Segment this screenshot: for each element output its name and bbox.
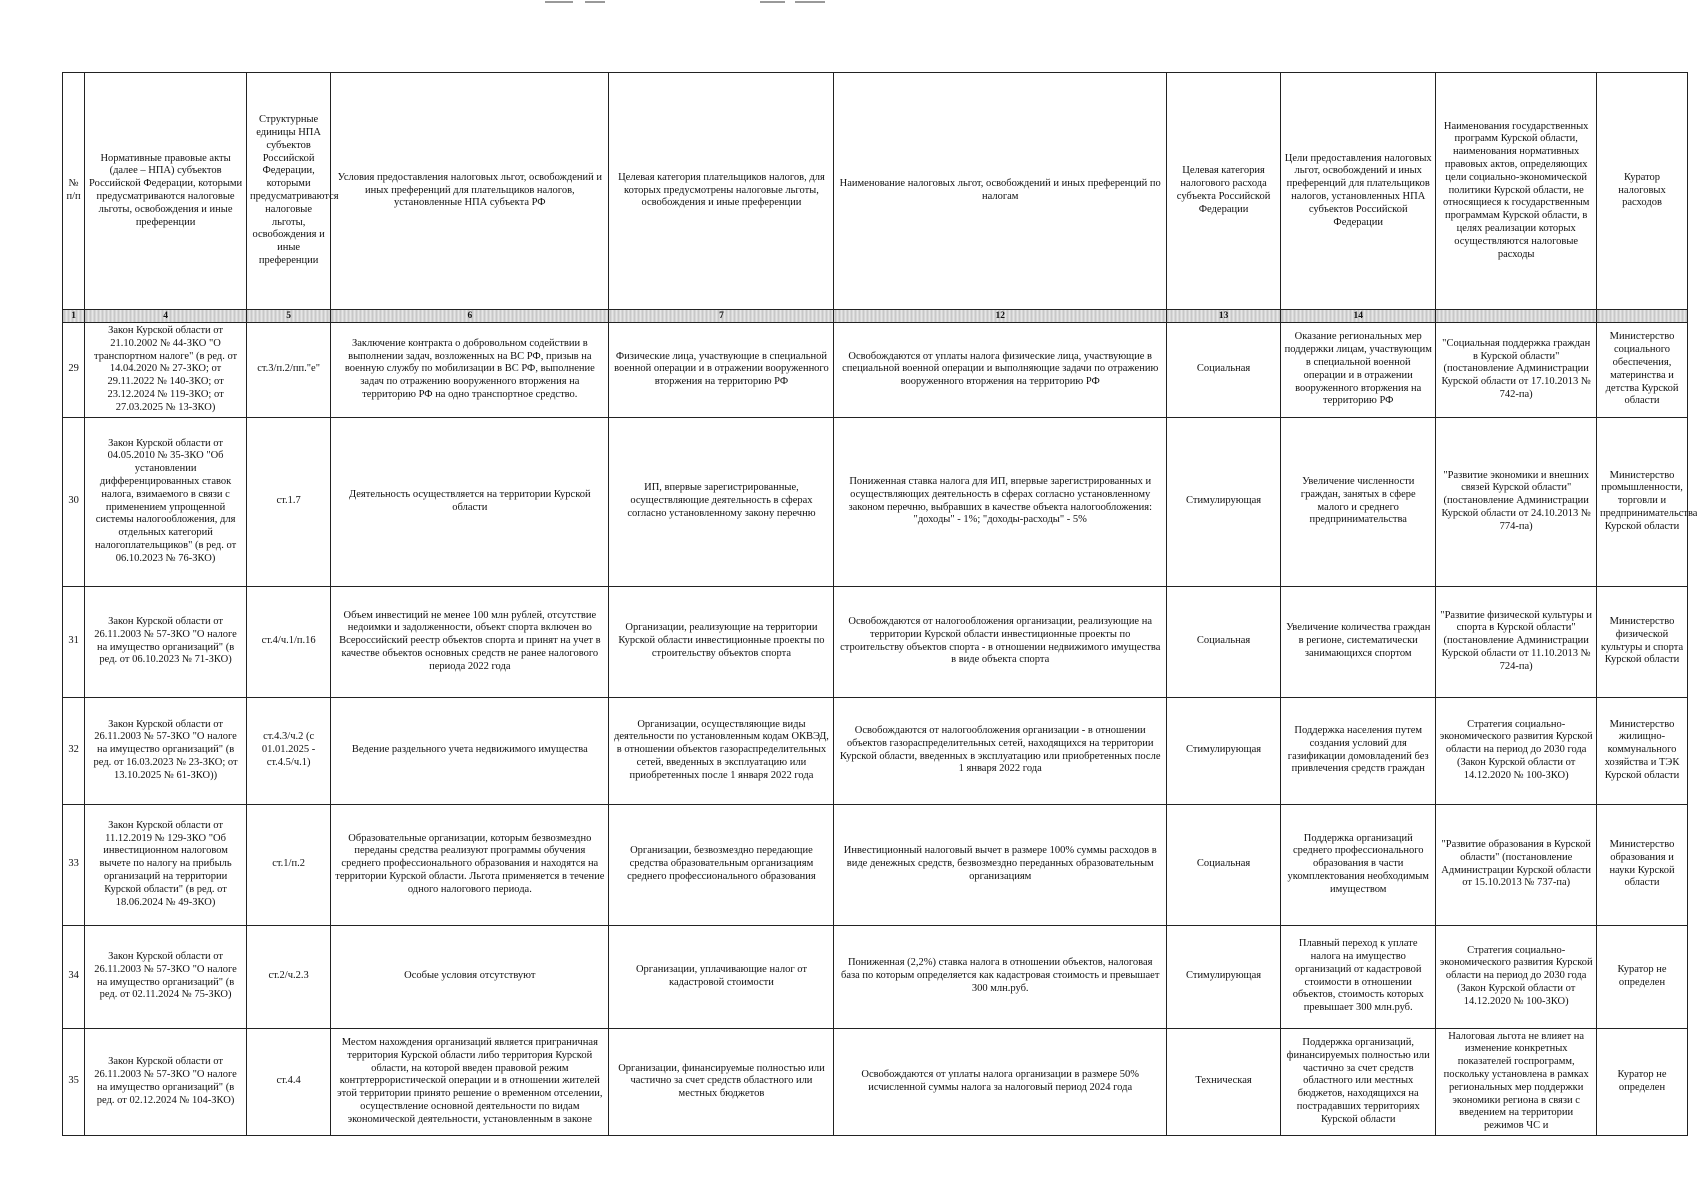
column-number: 5 [246, 310, 330, 323]
goals-cell: Поддержка организаций, финансируемых полностью или частично за счет средств областного или местных бюджетов, находящихся на пострадавших территориях Курской области [1281, 1028, 1436, 1135]
npa-cell: Закон Курской области от 21.10.2002 № 44-ЗКО "О транспортном налоге" (в ред. от 14.04.2020 № 27-ЗКО; от 29.11.2022 № 140-ЗКО; от 23.12.2024 № 119-ЗКО; от 27.03.2025 № 13-ЗКО) [85, 323, 247, 418]
programs-cell: "Развитие образования в Курской области" (постановление Администрации Курской области от 15.10.2013 № 737-па) [1436, 804, 1597, 925]
target-category-cell: Стимулирующая [1166, 697, 1280, 804]
conditions-cell: Образовательные организации, которым безвозмездно переданы средства реализуют программы обучения среднего профессионального образования и находятся на территории Курской области. Льгота применяется в течение одного налогового периода. [331, 804, 609, 925]
table-row [63, 1028, 1688, 1135]
goals-cell: Увеличение численности граждан, занятых в сфере малого и среднего предпринимательства [1281, 417, 1436, 586]
header-structural-units: Структурные единицы НПА субъектов Российской Федерации, которыми предусматриваются налоговые льготы, освобождения и иные преференции [246, 73, 330, 310]
benefit-name-cell: Освобождаются от налогообложения организации, реализующие на территории Курской области инвестиционные проекты по строительству объектов спорта - в отношении недвижимого имущества в виде объекта спорта [834, 586, 1167, 697]
programs-cell: Стратегия социально-экономического развития Курской области на период до 2030 года (Закон Курской области от 14.12.2020 № 100-ЗКО) [1436, 697, 1597, 804]
structural-unit-cell: ст.2/ч.2.3 [246, 925, 330, 1028]
table-row [63, 323, 1688, 418]
curator-cell: Куратор не определен [1597, 925, 1688, 1028]
structural-unit-cell: ст.4/ч.1/п.16 [246, 586, 330, 697]
structural-unit-cell: ст.3/п.2/пп."е" [246, 323, 330, 418]
header-programs: Наименования государственных программ Курской области, наименования нормативных правовых актов, определяющих цели социально-экономической политики Курской области, не относящиеся к государственным программам Курской области, в целях реализации которых осуществляются налоговые расходы [1436, 73, 1597, 310]
programs-cell: "Развитие экономики и внешних связей Курской области" (постановление Администрации Курской области от 24.10.2013 № 774-па) [1436, 417, 1597, 586]
conditions-cell: Ведение раздельного учета недвижимого имущества [331, 697, 609, 804]
programs-cell: Стратегия социально-экономического развития Курской области на период до 2030 года (Закон Курской области от 14.12.2020 № 100-ЗКО) [1436, 925, 1597, 1028]
row-number: 32 [63, 697, 85, 804]
structural-unit-cell: ст.1/п.2 [246, 804, 330, 925]
benefit-name-cell: Пониженная ставка налога для ИП, впервые зарегистрированных и осуществляющих деятельность в сферах согласно установленному законом перечню, выбравших в качестве объекта налогообложения: "доходы" - 1%; "доходы-расходы" - 5% [834, 417, 1167, 586]
npa-cell: Закон Курской области от 26.11.2003 № 57-ЗКО "О налоге на имущество организаций" (в ред. от 16.03.2023 № 23-ЗКО; от 13.10.2025 № 61-ЗКО)) [85, 697, 247, 804]
npa-cell: Закон Курской области от 04.05.2010 № 35-ЗКО "Об установлении дифференцированных ставок налога, взимаемого в связи с применением упрощенной системы налогообложения, для отдельных категорий налогоплательщиков" (в ред. от 06.10.2023 № 76-ЗКО) [85, 417, 247, 586]
column-number: 6 [331, 310, 609, 323]
structural-unit-cell: ст.4.4 [246, 1028, 330, 1135]
table-row [63, 804, 1688, 925]
header-benefit-name: Наименование налоговых льгот, освобождений и иных преференций по налогам [834, 73, 1167, 310]
programs-cell: Налоговая льгота не влияет на изменение конкретных показателей госпрограмм, поскольку установлена в рамках региональных мер поддержки экономики региона в связи с введением на территории режимов ЧС и [1436, 1028, 1597, 1135]
npa-cell: Закон Курской области от 26.11.2003 № 57-ЗКО "О налоге на имущество организаций" (в ред. от 06.10.2023 № 71-ЗКО) [85, 586, 247, 697]
target-payers-cell: Организации, безвозмездно передающие средства образовательным организациям среднего профессионального образования [609, 804, 834, 925]
row-number: 34 [63, 925, 85, 1028]
column-number [1597, 310, 1688, 323]
goals-cell: Поддержка населения путем создания условий для газификации домовладений без привлечения средств граждан [1281, 697, 1436, 804]
target-payers-cell: Физические лица, участвующие в специальной военной операции и в отражении вооруженного вторжения на территорию РФ [609, 323, 834, 418]
row-number: 35 [63, 1028, 85, 1135]
curator-cell: Министерство образования и науки Курской области [1597, 804, 1688, 925]
target-category-cell: Техническая [1166, 1028, 1280, 1135]
target-category-cell: Социальная [1166, 586, 1280, 697]
column-number: 14 [1281, 310, 1436, 323]
curator-cell: Министерство физической культуры и спорта Курской области [1597, 586, 1688, 697]
header-npa: Нормативные правовые акты (далее – НПА) субъектов Российской Федерации, которыми предусматриваются налоговые льготы, освобождения и иные преференции [85, 73, 247, 310]
row-number: 29 [63, 323, 85, 418]
target-payers-cell: Организации, уплачивающие налог от кадастровой стоимости [609, 925, 834, 1028]
curator-cell: Министерство жилищно-коммунального хозяйства и ТЭК Курской области [1597, 697, 1688, 804]
target-category-cell: Социальная [1166, 804, 1280, 925]
conditions-cell: Деятельность осуществляется на территории Курской области [331, 417, 609, 586]
npa-cell: Закон Курской области от 11.12.2019 № 129-ЗКО "Об инвестиционном налоговом вычете по налогу на прибыль организаций на территории Курской области" (в ред. от 18.06.2024 № 49-ЗКО) [85, 804, 247, 925]
header-goals: Цели предоставления налоговых льгот, освобождений и иных преференций для плательщиков налогов, установленных НПА субъектов Российской Федерации [1281, 73, 1436, 310]
target-payers-cell: Организации, осуществляющие виды деятельности по установленным кодам ОКВЭД, в отношении объектов газораспределительных сетей, введенных в эксплуатацию или приобретенных после 1 января 2022 года [609, 697, 834, 804]
target-payers-cell: ИП, впервые зарегистрированные, осуществляющие деятельность в сферах согласно установленному закону перечню [609, 417, 834, 586]
conditions-cell: Особые условия отсутствуют [331, 925, 609, 1028]
column-number-row [63, 310, 1688, 323]
npa-cell: Закон Курской области от 26.11.2003 № 57-ЗКО "О налоге на имущество организаций" (в ред. от 02.11.2024 № 75-ЗКО) [85, 925, 247, 1028]
header-row [63, 73, 1688, 310]
column-number: 13 [1166, 310, 1280, 323]
header-curator: Куратор налоговых расходов [1597, 73, 1688, 310]
curator-cell: Куратор не определен [1597, 1028, 1688, 1135]
header-target-payers: Целевая категория плательщиков налогов, для которых предусмотрены налоговые льготы, освобождения и иные преференции [609, 73, 834, 310]
column-number [1436, 310, 1597, 323]
conditions-cell: Заключение контракта о добровольном содействии в выполнении задач, возложенных на ВС РФ, призыв на военную службу по мобилизации в ВС РФ, выполнение задач по отражению вооруженного вторжения на территорию РФ на одно транспортное средство. [331, 323, 609, 418]
row-number: 30 [63, 417, 85, 586]
table-row [63, 586, 1688, 697]
conditions-cell: Местом нахождения организаций является приграничная территория Курской области либо территория Курской области, на которой введен правовой режим контртеррористической операции и в отношении жителей этой территории принято решение о временном отселении, осуществление основной деятельности по видам экономической деятельности, установленным в законе [331, 1028, 609, 1135]
row-number: 33 [63, 804, 85, 925]
column-number: 7 [609, 310, 834, 323]
target-category-cell: Стимулирующая [1166, 417, 1280, 586]
table-row [63, 925, 1688, 1028]
table-row [63, 417, 1688, 586]
programs-cell: "Развитие физической культуры и спорта в Курской области" (постановление Администрации Курской области от 11.10.2013 № 724-па) [1436, 586, 1597, 697]
npa-cell: Закон Курской области от 26.11.2003 № 57-ЗКО "О налоге на имущество организаций" (в ред. от 02.12.2024 № 104-ЗКО) [85, 1028, 247, 1135]
target-payers-cell: Организации, финансируемые полностью или частично за счет средств областного или местных бюджетов [609, 1028, 834, 1135]
benefit-name-cell: Освобождаются от уплаты налога физические лица, участвующие в специальной военной операции и выполняющие задачи по отражению вооруженного вторжения на территорию РФ [834, 323, 1167, 418]
benefit-name-cell: Освобождаются от уплаты налога организации в размере 50% исчисленной суммы налога за налоговый период 2024 года [834, 1028, 1167, 1135]
row-number: 31 [63, 586, 85, 697]
goals-cell: Плавный переход к уплате налога на имущество организаций от кадастровой стоимости в отношении объектов, стоимость которых превышает 300 млн.руб. [1281, 925, 1436, 1028]
target-category-cell: Социальная [1166, 323, 1280, 418]
tax-expenditure-table [62, 72, 1697, 1136]
conditions-cell: Объем инвестиций не менее 100 млн рублей, отсутствие недоимки и задолженности, объект спорта включен во Всероссийский реестр объектов спорта и принят на учет в качестве объектов основных средств не ранее налогового периода 2022 года [331, 586, 609, 697]
table-row [63, 697, 1688, 804]
curator-cell: Министерство промышленности, торговли и предпринимательства Курской области [1597, 417, 1688, 586]
goals-cell: Увеличение количества граждан в регионе, систематически занимающихся спортом [1281, 586, 1436, 697]
structural-unit-cell: ст.4.3/ч.2 (с 01.01.2025 - ст.4.5/ч.1) [246, 697, 330, 804]
target-category-cell: Стимулирующая [1166, 925, 1280, 1028]
goals-cell: Оказание региональных мер поддержки лицам, участвующим в специальной военной операции и в отражении вооруженного вторжения на территорию РФ [1281, 323, 1436, 418]
header-number: № п/п [63, 73, 85, 310]
curator-cell: Министерство социального обеспечения, материнства и детства Курской области [1597, 323, 1688, 418]
column-number: 4 [85, 310, 247, 323]
benefit-name-cell: Пониженная (2,2%) ставка налога в отношении объектов, налоговая база по которым определяется как кадастровая стоимость и превышает 300 млн.руб. [834, 925, 1167, 1028]
structural-unit-cell: ст.1.7 [246, 417, 330, 586]
header-conditions: Условия предоставления налоговых льгот, освобождений и иных преференций для плательщиков налогов, установленные НПА субъекта РФ [331, 73, 609, 310]
benefit-name-cell: Инвестиционный налоговый вычет в размере 100% суммы расходов в виде денежных средств, безвозмездно переданных образовательным организациям [834, 804, 1167, 925]
column-number: 1 [63, 310, 85, 323]
programs-cell: "Социальная поддержка граждан в Курской области" (постановление Администрации Курской области от 17.10.2013 № 742-па) [1436, 323, 1597, 418]
target-payers-cell: Организации, реализующие на территории Курской области инвестиционные проекты по строительству объектов спорта [609, 586, 834, 697]
goals-cell: Поддержка организаций среднего профессионального образования в части укомплектования необходимым имуществом [1281, 804, 1436, 925]
benefit-name-cell: Освобождаются от налогообложения организации - в отношении объектов газораспределительных сетей, находящихся на территории Курской области, введенных в эксплуатацию или приобретенных после 1 января 2022 года [834, 697, 1167, 804]
header-target-category: Целевая категория налогового расхода субъекта Российской Федерации [1166, 73, 1280, 310]
scan-marks [545, 0, 905, 5]
column-number: 12 [834, 310, 1167, 323]
